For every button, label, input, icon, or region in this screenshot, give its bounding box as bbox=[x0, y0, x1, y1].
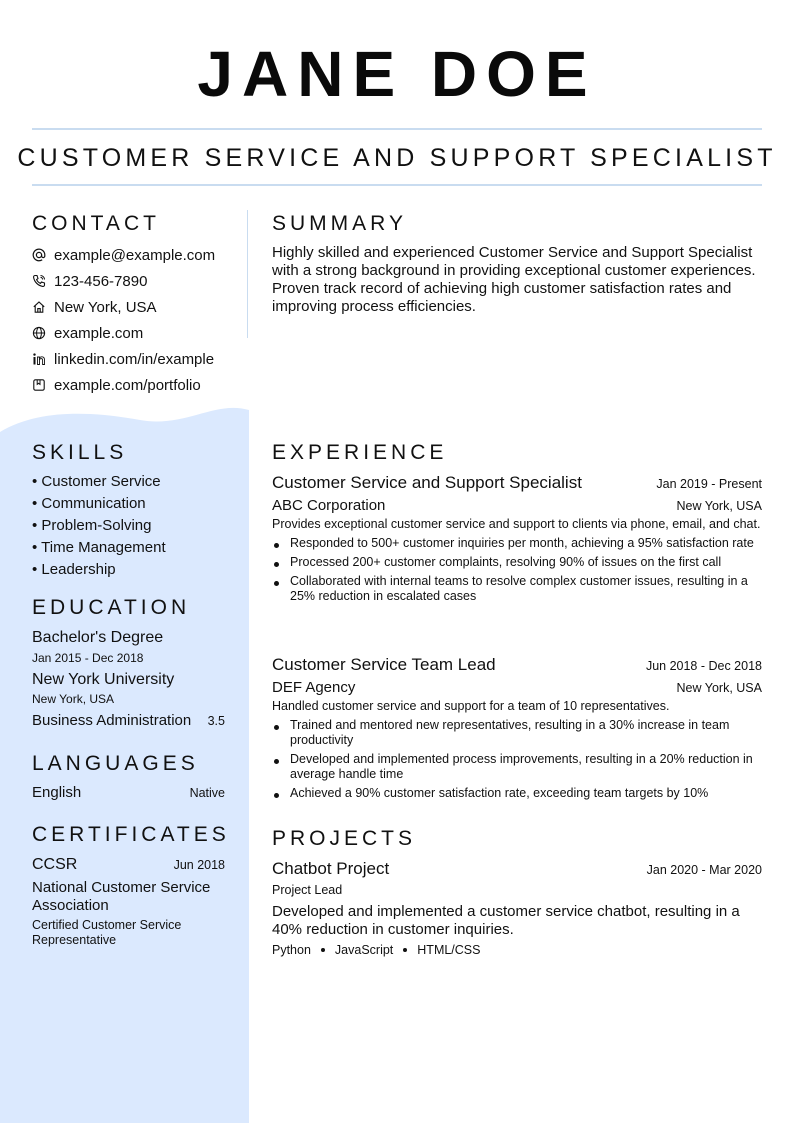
contact-location bbox=[32, 294, 242, 320]
skill-item: • Problem-Solving bbox=[32, 517, 152, 534]
experience-description: Handled customer service and support for a team of 10 representatives. bbox=[272, 699, 670, 713]
contact-phone[interactable] bbox=[32, 268, 242, 294]
experience-location: New York, USA bbox=[676, 499, 762, 513]
certificate-entry bbox=[32, 855, 225, 948]
education-school: New York University bbox=[32, 671, 175, 688]
experience-company: ABC Corporation bbox=[272, 497, 386, 514]
experience-bullets bbox=[272, 536, 762, 604]
column-divider bbox=[247, 210, 248, 338]
skill-item: • Time Management bbox=[32, 539, 166, 556]
contact-linkedin[interactable] bbox=[32, 346, 242, 372]
technology-item: JavaScript bbox=[334, 943, 394, 957]
education-gpa: 3.5 bbox=[207, 714, 225, 728]
contact-linkedin-text: linkedin.com/in/example bbox=[54, 350, 215, 368]
skill-item: • Communication bbox=[32, 495, 146, 512]
experience-location: New York, USA bbox=[676, 681, 762, 695]
languages-heading: LANGUAGES bbox=[32, 752, 199, 775]
education-dates: Jan 2015 - Dec 2018 bbox=[32, 651, 144, 665]
separator-dot bbox=[321, 948, 325, 952]
contact-website[interactable] bbox=[32, 320, 242, 346]
education-degree: Bachelor's Degree bbox=[32, 629, 164, 646]
experience-entry bbox=[272, 654, 762, 805]
education-heading: EDUCATION bbox=[32, 596, 191, 619]
experience-bullets bbox=[272, 718, 762, 801]
experience-heading: EXPERIENCE bbox=[272, 441, 448, 464]
list-item: Responded to 500+ customer inquiries per month, achieving a 95% satisfaction rate bbox=[272, 536, 762, 551]
portfolio-icon bbox=[32, 378, 46, 392]
list-item: Achieved a 90% customer satisfaction rate, exceeding team targets by 10% bbox=[272, 786, 762, 801]
language-name: English bbox=[32, 784, 82, 801]
contact-email-text: example@example.com bbox=[54, 246, 216, 264]
job-title-banner: CUSTOMER SERVICE AND SUPPORT SPECIALIST bbox=[17, 144, 777, 172]
header-rule-bottom bbox=[32, 184, 762, 186]
certificate-name: CCSR bbox=[32, 856, 78, 873]
project-description: Developed and implemented a customer service chatbot, resulting in a 40% reduction in customer inquiries. bbox=[272, 903, 740, 938]
phone-icon bbox=[32, 274, 46, 288]
project-technologies bbox=[272, 943, 762, 957]
contact-portfolio[interactable] bbox=[32, 372, 242, 398]
summary-text: Highly skilled and experienced Customer Service and Support Specialist with a strong background in providing exceptional customer experiences. Proven track record of achieving high customer satisfaction rates and improving process efficiencies. bbox=[272, 244, 756, 315]
list-item: Collaborated with internal teams to resolve complex customer issues, resulting in a 25% reduction in escalated cases bbox=[272, 574, 762, 604]
contact-email[interactable] bbox=[32, 242, 242, 268]
contact-list bbox=[32, 242, 242, 398]
skill-item: • Leadership bbox=[32, 561, 116, 578]
project-dates: Jan 2020 - Mar 2020 bbox=[646, 863, 762, 877]
separator-dot bbox=[403, 948, 407, 952]
skill-item: • Customer Service bbox=[32, 473, 161, 490]
technology-item: HTML/CSS bbox=[417, 943, 481, 957]
language-level: Native bbox=[189, 786, 225, 800]
list-item: Trained and mentored new representatives, resulting in a 30% increase in team productivity bbox=[272, 718, 762, 748]
certificate-description: Certified Customer Service Representative bbox=[32, 918, 182, 947]
contact-location-text: New York, USA bbox=[54, 298, 157, 316]
skills-heading: SKILLS bbox=[32, 441, 128, 464]
header-rule-top bbox=[32, 128, 762, 130]
contact-heading: CONTACT bbox=[32, 212, 160, 235]
contact-phone-text: 123-456-7890 bbox=[54, 272, 148, 290]
project-name: Chatbot Project bbox=[272, 859, 390, 878]
contact-website-text: example.com bbox=[54, 324, 144, 342]
experience-title: Customer Service Team Lead bbox=[272, 655, 496, 674]
experience-entry bbox=[272, 472, 762, 608]
list-item: Processed 200+ customer complaints, resolving 90% of issues on the first call bbox=[272, 555, 762, 570]
list-item: Developed and implemented process improvements, resulting in a 20% reduction in average handle time bbox=[272, 752, 762, 782]
language-item bbox=[32, 783, 225, 803]
project-role: Project Lead bbox=[272, 883, 343, 897]
contact-portfolio-text: example.com/portfolio bbox=[54, 376, 201, 394]
certificate-issuer: National Customer Service Association bbox=[32, 879, 211, 914]
education-field: Business Administration bbox=[32, 712, 192, 729]
education-entry bbox=[32, 628, 225, 731]
certificate-date: Jun 2018 bbox=[173, 858, 225, 872]
certificates-heading: CERTIFICATES bbox=[32, 823, 230, 846]
experience-description: Provides exceptional customer service and support to clients via phone, email, and chat. bbox=[272, 517, 761, 531]
skills-list bbox=[32, 471, 242, 581]
experience-dates: Jan 2019 - Present bbox=[656, 477, 762, 491]
summary-heading: SUMMARY bbox=[272, 212, 407, 235]
education-location: New York, USA bbox=[32, 692, 115, 706]
projects-heading: PROJECTS bbox=[272, 827, 417, 850]
home-icon bbox=[32, 300, 46, 314]
project-entry bbox=[272, 858, 762, 957]
globe-icon bbox=[32, 326, 46, 340]
candidate-name: JANE DOE bbox=[197, 38, 597, 110]
experience-company: DEF Agency bbox=[272, 679, 356, 696]
experience-title: Customer Service and Support Specialist bbox=[272, 473, 582, 492]
experience-dates: Jun 2018 - Dec 2018 bbox=[645, 659, 762, 673]
technology-item: Python bbox=[272, 943, 311, 957]
at-icon bbox=[32, 248, 46, 262]
linkedin-icon bbox=[32, 352, 46, 366]
